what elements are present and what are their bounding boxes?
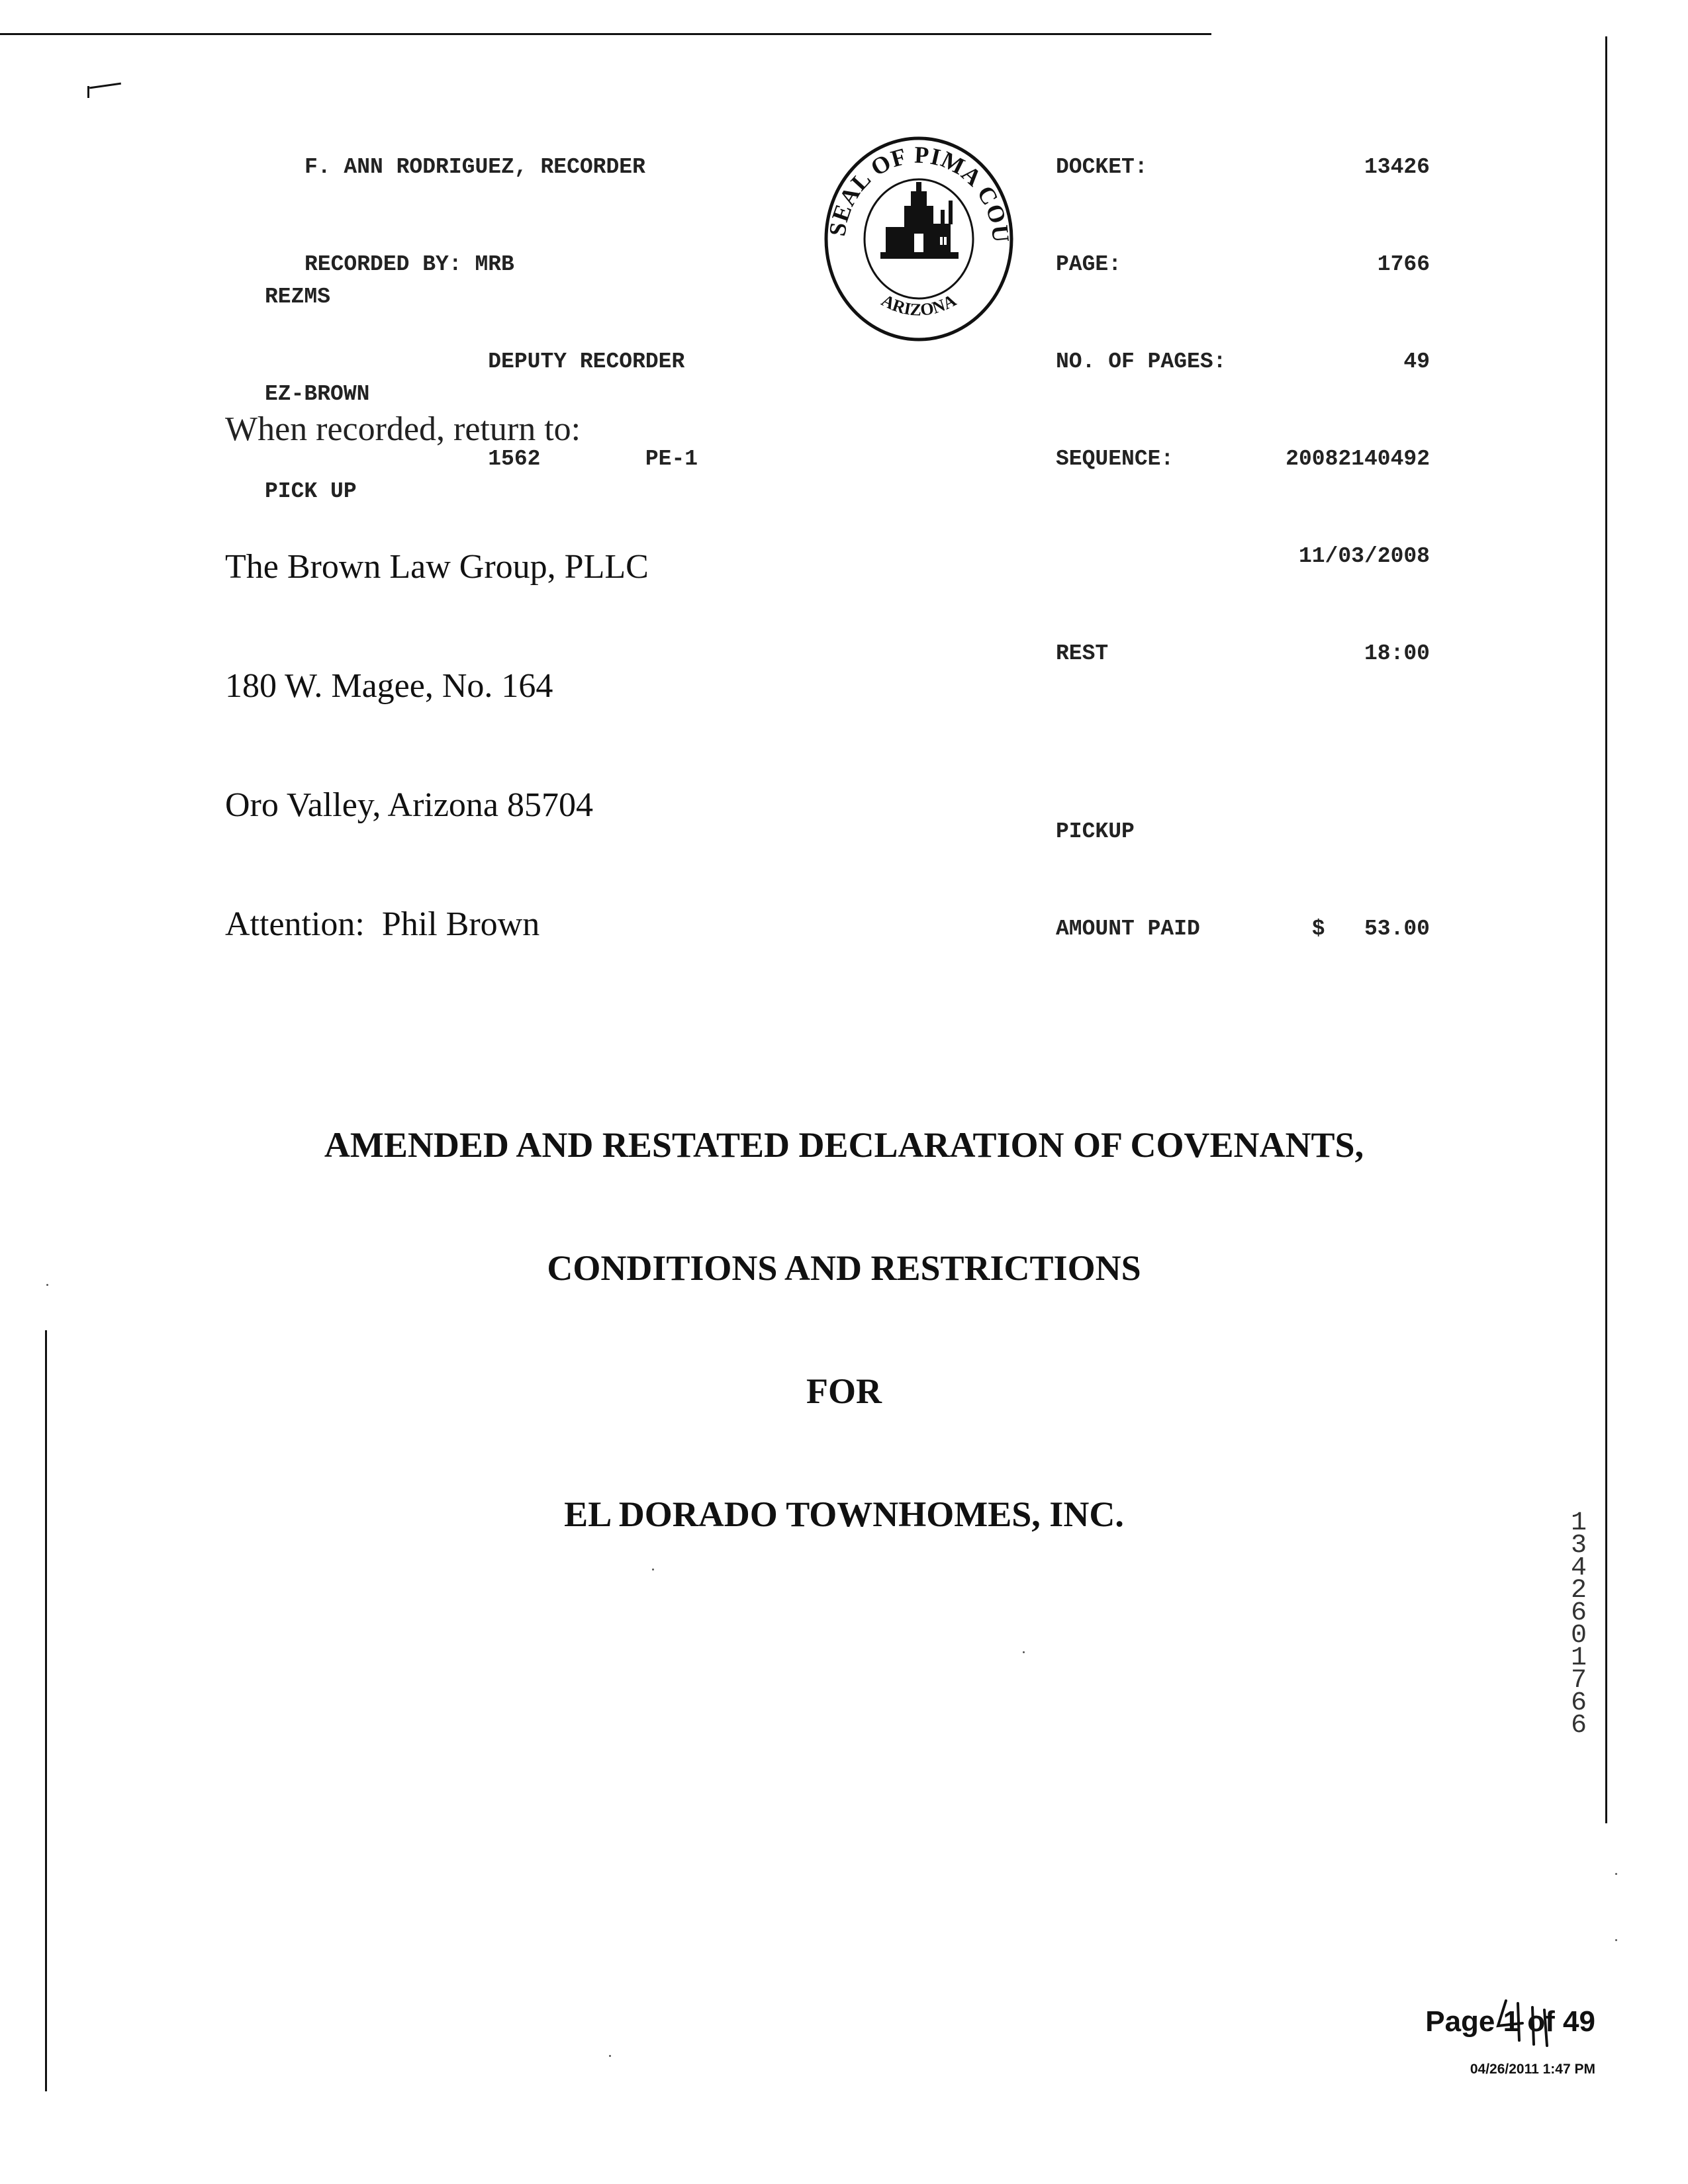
title-line-4: EL DORADO TOWNHOMES, INC. (564, 1494, 1124, 1534)
print-timestamp: 04/26/2011 1:47 PM (1470, 2062, 1595, 2077)
code-ez-brown: EZ-BROWN (265, 382, 370, 406)
scan-speck (609, 2055, 611, 2057)
sequence-row: SEQUENCE: 20082140492 (1056, 443, 1430, 475)
pima-county-seal (814, 116, 1013, 334)
amount-label: AMOUNT PAID (1056, 917, 1200, 941)
recorded-time: 18:00 (1364, 641, 1430, 666)
recorded-by: RECORDED BY: MRB (305, 252, 514, 277)
amount-value: 53.00 (1364, 917, 1430, 941)
docket-row: DOCKET: 13426 (1056, 151, 1430, 183)
deputy-id: 1562 PE-1 (305, 447, 698, 471)
recorded-date: 11/03/2008 (1298, 544, 1430, 569)
code-pick-up: PICK UP (265, 479, 357, 504)
seal-graphic (820, 128, 1018, 346)
code-rezms: REZMS (265, 285, 331, 309)
docket-number: 13426 (1364, 155, 1430, 179)
pickup-label: PICKUP (1056, 819, 1135, 844)
return-address (225, 468, 649, 1024)
rest-row: REST 18:00 (1056, 637, 1430, 670)
amount-currency: $ (1311, 917, 1325, 941)
date-row (1056, 540, 1430, 572)
recorder-name: F. ANN RODRIGUEZ, RECORDER (305, 155, 645, 179)
title-line-2: CONDITIONS AND RESTRICTIONS (547, 1248, 1141, 1288)
seal-top-text: SEAL OF PIMA COU (823, 141, 1015, 245)
docket-info (1056, 86, 1430, 978)
corner-mark (89, 83, 121, 89)
amount-row (1056, 913, 1430, 945)
num-pages-row: NO. OF PAGES: 49 (1056, 345, 1430, 378)
handwritten-mark-icon (1493, 1994, 1572, 2047)
page-footer (1377, 1982, 1595, 2101)
scan-speck (1023, 1651, 1025, 1653)
page-label: Page 1 of 49 (1425, 2005, 1595, 2038)
top-scan-line (0, 33, 1211, 35)
page-row: PAGE: 1766 (1056, 248, 1430, 281)
scan-speck (1615, 1939, 1617, 1941)
page-number: 1766 (1377, 252, 1430, 277)
title-line-3: FOR (806, 1371, 882, 1411)
deputy-recorder: DEPUTY RECORDER (305, 349, 685, 374)
address-firm: The Brown Law Group, PLLC (225, 548, 649, 586)
title-line-1: AMENDED AND RESTATED DECLARATION OF COVENANTS, (324, 1125, 1364, 1165)
sequence-number: 20082140492 (1286, 447, 1430, 471)
return-address-block (225, 407, 649, 1036)
seal-bottom-text: ARIZONA (878, 291, 960, 320)
vertical-docket-stamp: 13426 01766 (1570, 1508, 1587, 1741)
address-street: 180 W. Magee, No. 164 (225, 667, 553, 705)
svg-text:ARIZONA (878, 291, 959, 320)
pickup-row (1056, 815, 1430, 848)
scan-speck (1615, 1873, 1617, 1875)
document-title (0, 1042, 1688, 1576)
num-pages: 49 (1403, 349, 1430, 374)
corner-mark-tail (87, 86, 89, 98)
address-attention: Attention: Phil Brown (225, 905, 540, 943)
return-to-heading: When recorded, return to: (225, 410, 581, 448)
address-city: Oro Valley, Arizona 85704 (225, 786, 594, 824)
